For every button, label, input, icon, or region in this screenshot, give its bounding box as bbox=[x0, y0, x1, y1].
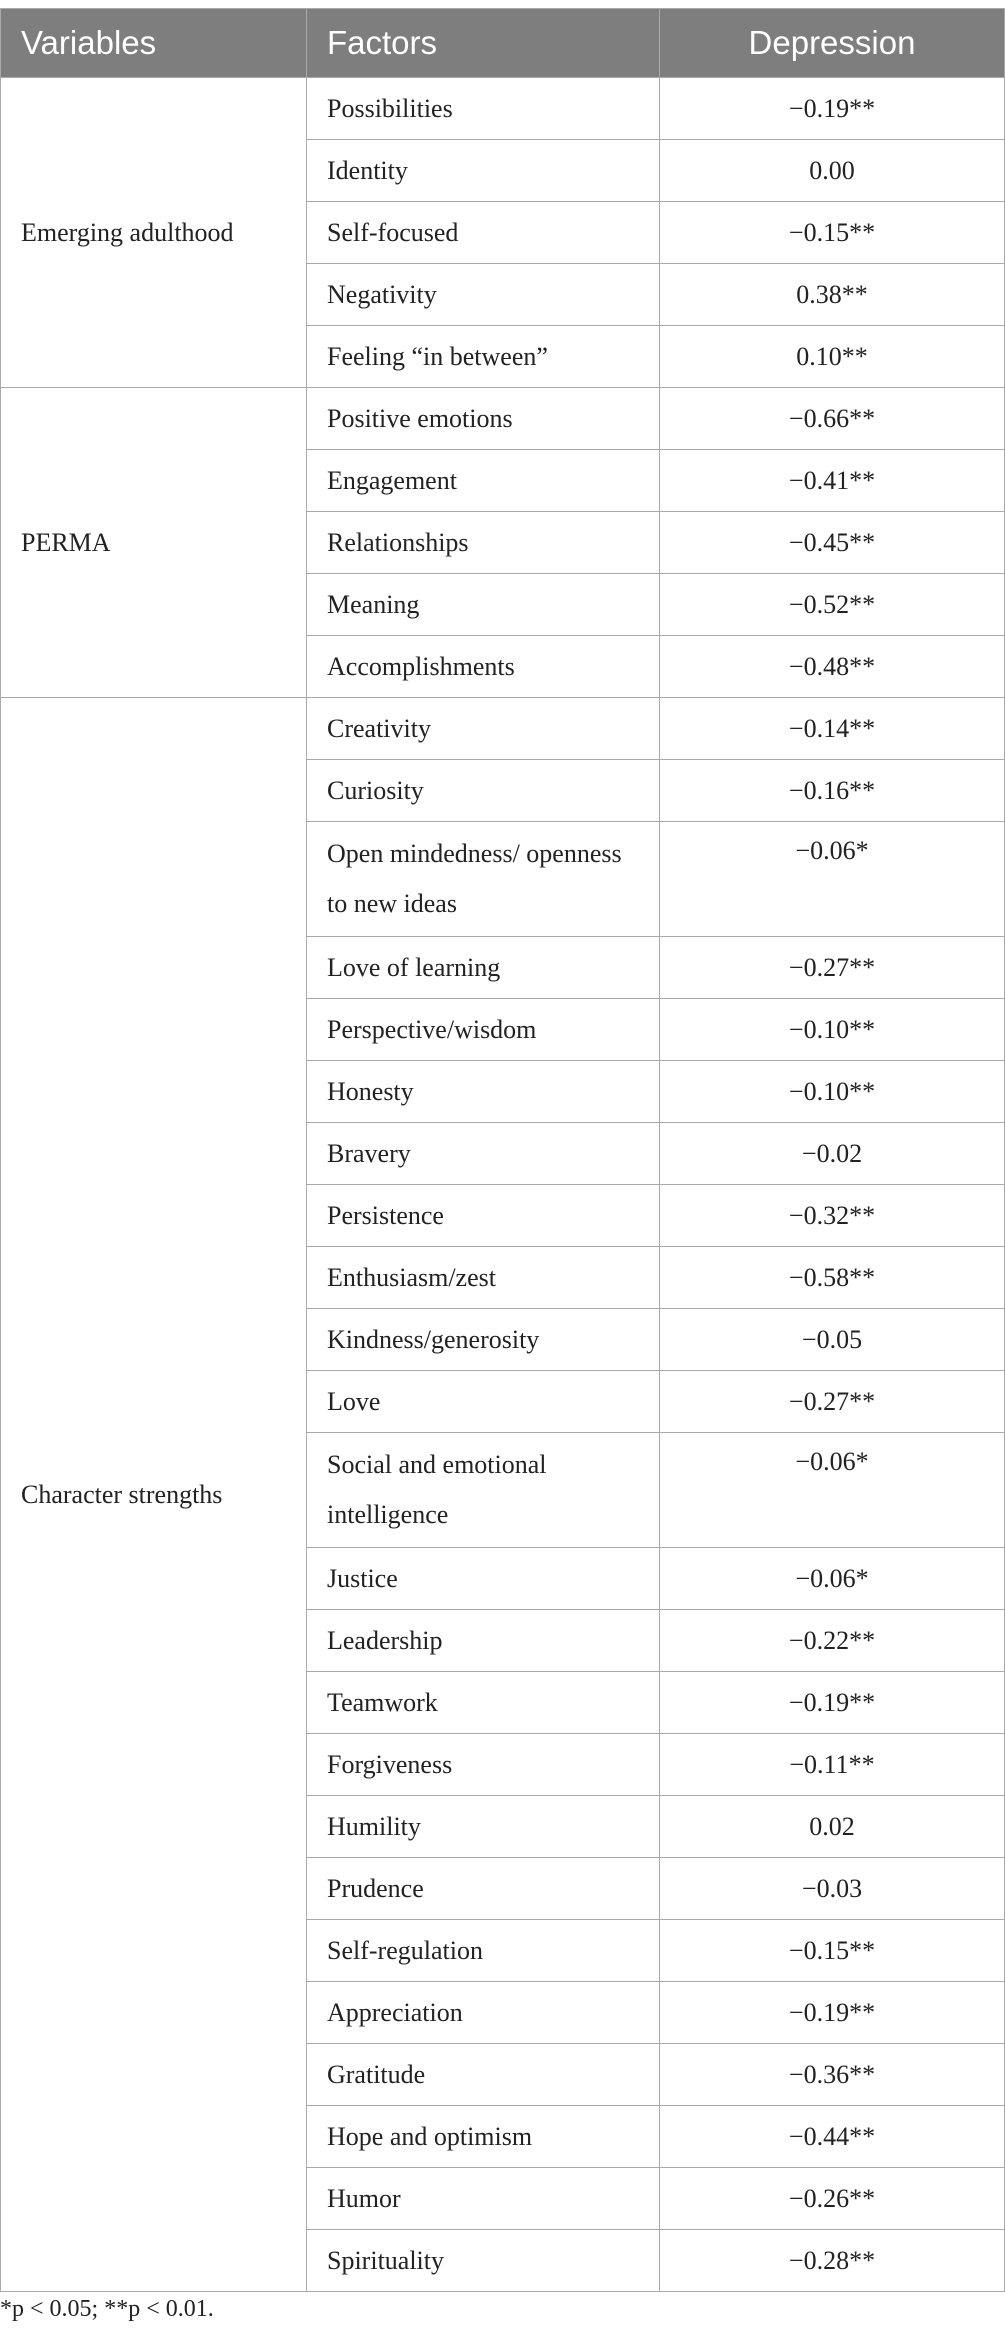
depression-value-cell: −0.15** bbox=[660, 1920, 1005, 1982]
factor-cell: Relationships bbox=[307, 512, 660, 574]
factor-cell: Possibilities bbox=[307, 78, 660, 140]
depression-value-cell: −0.66** bbox=[660, 388, 1005, 450]
depression-value-cell: 0.02 bbox=[660, 1796, 1005, 1858]
factor-cell: Curiosity bbox=[307, 760, 660, 822]
depression-value-cell: −0.22** bbox=[660, 1610, 1005, 1672]
variable-cell: Emerging adulthood bbox=[1, 78, 307, 388]
factor-cell: Forgiveness bbox=[307, 1734, 660, 1796]
depression-value-cell: −0.10** bbox=[660, 1061, 1005, 1123]
factor-cell: Self-regulation bbox=[307, 1920, 660, 1982]
depression-value-cell: −0.06* bbox=[660, 1433, 1005, 1548]
factor-cell: Enthusiasm/zest bbox=[307, 1247, 660, 1309]
variable-cell: Character strengths bbox=[1, 698, 307, 2292]
factor-cell: Humility bbox=[307, 1796, 660, 1858]
depression-value-cell: −0.45** bbox=[660, 512, 1005, 574]
depression-value-cell: −0.14** bbox=[660, 698, 1005, 760]
depression-value-cell: −0.27** bbox=[660, 937, 1005, 999]
table-row bbox=[1, 698, 1005, 760]
depression-value-cell: 0.10** bbox=[660, 326, 1005, 388]
table-row bbox=[1, 78, 1005, 140]
depression-value-cell: −0.10** bbox=[660, 999, 1005, 1061]
factor-cell: Negativity bbox=[307, 264, 660, 326]
table-body bbox=[1, 78, 1005, 2292]
factor-cell: Love bbox=[307, 1371, 660, 1433]
factor-cell: Kindness/generosity bbox=[307, 1309, 660, 1371]
factor-cell: Engagement bbox=[307, 450, 660, 512]
factor-cell: Feeling “in between” bbox=[307, 326, 660, 388]
factor-cell: Hope and optimism bbox=[307, 2106, 660, 2168]
variable-cell: PERMA bbox=[1, 388, 307, 698]
factor-cell: Appreciation bbox=[307, 1982, 660, 2044]
factor-cell: Identity bbox=[307, 140, 660, 202]
depression-value-cell: −0.02 bbox=[660, 1123, 1005, 1185]
factor-cell: Perspective/wisdom bbox=[307, 999, 660, 1061]
correlation-table bbox=[0, 8, 1005, 2292]
header-variables: Variables bbox=[1, 9, 307, 78]
depression-value-cell: −0.27** bbox=[660, 1371, 1005, 1433]
depression-value-cell: −0.03 bbox=[660, 1858, 1005, 1920]
factor-cell: Persistence bbox=[307, 1185, 660, 1247]
depression-value-cell: −0.32** bbox=[660, 1185, 1005, 1247]
header-factors: Factors bbox=[307, 9, 660, 78]
table-row bbox=[1, 388, 1005, 450]
depression-value-cell: −0.06* bbox=[660, 822, 1005, 937]
depression-value-cell: −0.48** bbox=[660, 636, 1005, 698]
footnote: *p < 0.05; **p < 0.01. bbox=[0, 2296, 214, 2322]
factor-cell: Creativity bbox=[307, 698, 660, 760]
factor-cell: Honesty bbox=[307, 1061, 660, 1123]
factor-cell: Social and emotional intelligence bbox=[307, 1433, 660, 1548]
factor-cell: Gratitude bbox=[307, 2044, 660, 2106]
factor-cell: Justice bbox=[307, 1548, 660, 1610]
depression-value-cell: 0.00 bbox=[660, 140, 1005, 202]
depression-value-cell: −0.05 bbox=[660, 1309, 1005, 1371]
factor-cell: Meaning bbox=[307, 574, 660, 636]
factor-cell: Love of learning bbox=[307, 937, 660, 999]
depression-value-cell: −0.16** bbox=[660, 760, 1005, 822]
factor-cell: Self-focused bbox=[307, 202, 660, 264]
depression-value-cell: −0.19** bbox=[660, 78, 1005, 140]
depression-value-cell: −0.44** bbox=[660, 2106, 1005, 2168]
depression-value-cell: −0.36** bbox=[660, 2044, 1005, 2106]
depression-value-cell: −0.19** bbox=[660, 1672, 1005, 1734]
depression-value-cell: −0.58** bbox=[660, 1247, 1005, 1309]
depression-value-cell: −0.06* bbox=[660, 1548, 1005, 1610]
depression-value-cell: −0.28** bbox=[660, 2230, 1005, 2292]
factor-cell: Humor bbox=[307, 2168, 660, 2230]
header-row bbox=[1, 9, 1005, 78]
depression-value-cell: −0.15** bbox=[660, 202, 1005, 264]
depression-value-cell: −0.11** bbox=[660, 1734, 1005, 1796]
table-header bbox=[1, 9, 1005, 78]
depression-value-cell: −0.26** bbox=[660, 2168, 1005, 2230]
factor-cell: Bravery bbox=[307, 1123, 660, 1185]
factor-cell: Accomplishments bbox=[307, 636, 660, 698]
factor-cell: Open mindedness/ openness to new ideas bbox=[307, 822, 660, 937]
factor-cell: Spirituality bbox=[307, 2230, 660, 2292]
factor-cell: Positive emotions bbox=[307, 388, 660, 450]
depression-value-cell: 0.38** bbox=[660, 264, 1005, 326]
factor-cell: Leadership bbox=[307, 1610, 660, 1672]
depression-value-cell: −0.19** bbox=[660, 1982, 1005, 2044]
depression-value-cell: −0.41** bbox=[660, 450, 1005, 512]
header-depression: Depression bbox=[660, 9, 1005, 78]
depression-value-cell: −0.52** bbox=[660, 574, 1005, 636]
factor-cell: Prudence bbox=[307, 1858, 660, 1920]
factor-cell: Teamwork bbox=[307, 1672, 660, 1734]
